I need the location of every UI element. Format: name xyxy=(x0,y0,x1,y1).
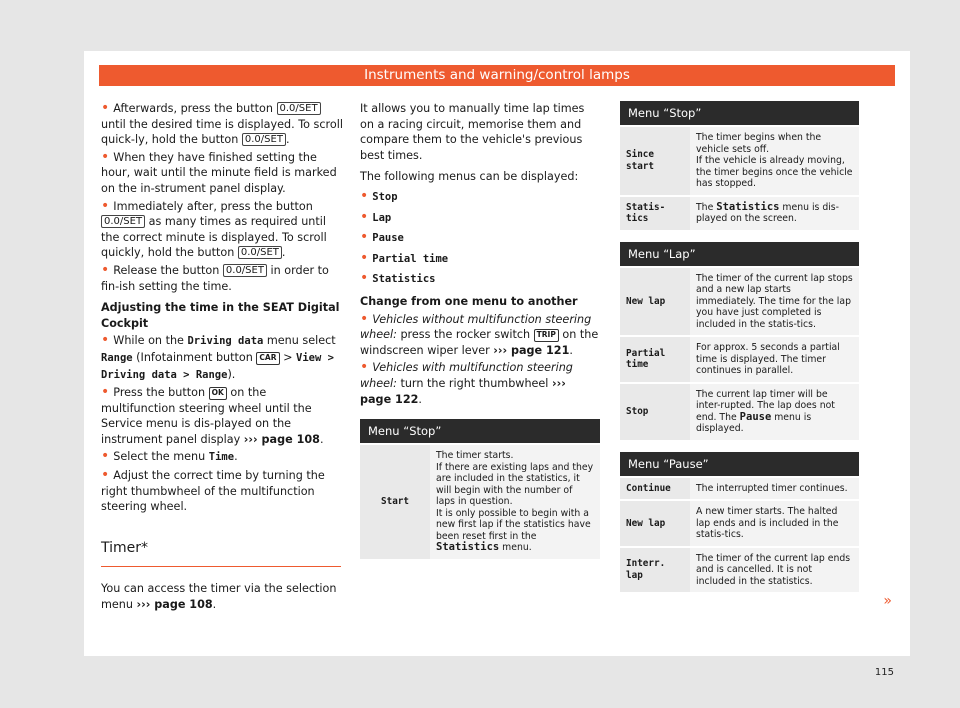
change-with-mfsw: • Vehicles with multifunction steering wheel: turn the right thumbwheel ››› page 122. xyxy=(360,359,573,406)
continue-marker: » xyxy=(883,593,892,609)
manual-page xyxy=(84,51,910,678)
step-minute: • Immediately after, press the button 0.0/SET as many times as required until the correct minute is displayed. To scroll quickly, hold the button 0.0/SET . xyxy=(101,197,327,260)
table-menu-stop xyxy=(620,101,859,230)
table-title: Menu “Stop” xyxy=(620,101,859,125)
step-press-ok: • Press the button OK on the multifunction steering wheel until the Service menu is dis-played on the instrument panel display ››› page 108. xyxy=(101,384,324,446)
car-button-icon: CAR xyxy=(256,352,279,365)
page-link[interactable]: ››› page 121 xyxy=(493,343,570,357)
bullet-icon: • xyxy=(360,359,369,376)
change-without-mfsw: • Vehicles without multifunction steering wheel: press the rocker switch TRIP on the windscreen wiper lever ››› page 121. xyxy=(360,310,599,357)
list-item: • Stop xyxy=(360,187,398,204)
step-driving-data: • While on the Driving data menu select Range (Infotainment button CAR > View > Driving data > Range). xyxy=(101,332,336,381)
table-row: Start The timer starts. If there are existing laps and they are included in the statistics, it will begin with the number of laps in question. It is only possible to begin with a new first lap if the statistics have been reset first in the Statistics menu. xyxy=(360,444,600,559)
heading-seat-cockpit: Adjusting the time in the SEAT Digital Cockpit xyxy=(101,301,340,330)
page-link[interactable]: ››› page 108 xyxy=(243,432,320,446)
table-menu-lap xyxy=(620,242,859,440)
set-button-icon: 0.0/SET xyxy=(101,215,145,228)
timer-intro: You can access the timer via the selection menu ››› page 108. xyxy=(101,582,337,612)
page-link[interactable]: ››› page 108 xyxy=(136,598,213,612)
table-title: Menu “Pause” xyxy=(620,452,859,476)
table-row: Since start The timer begins when the vehicle sets off. If the vehicle is already moving, the timer begins once the vehicle has stopped. xyxy=(620,126,859,196)
table-menu-stop-start xyxy=(360,419,600,559)
trip-button-icon: TRIP xyxy=(534,329,559,342)
bullet-icon: • xyxy=(101,467,110,484)
section-title-timer: Timer* xyxy=(101,541,341,568)
step-hour-set: • When they have finished setting the hour, wait until the minute field is marked on the in-strument panel display. xyxy=(101,148,337,195)
set-button-icon: 0.0/SET xyxy=(242,133,286,146)
bullet-icon: • xyxy=(101,261,110,278)
page-link[interactable]: ››› page 122 xyxy=(360,376,566,406)
list-item: • Lap xyxy=(360,208,392,225)
column-left xyxy=(101,101,343,615)
page-header: Instruments and warning/control lamps xyxy=(99,65,895,86)
set-button-icon: 0.0/SET xyxy=(277,102,321,115)
table-title: Menu “Stop” xyxy=(360,419,600,443)
bullet-icon: • xyxy=(101,384,110,401)
menus-intro: The following menus can be displayed: xyxy=(360,170,579,184)
list-item: • Pause xyxy=(360,229,404,246)
step-release: • Release the button 0.0/SET in order to fin-ish setting the time. xyxy=(101,261,329,293)
table-row: Partial time For approx. 5 seconds a partial time is displayed. The timer continues in parallel. xyxy=(620,336,859,383)
column-right xyxy=(620,101,859,604)
page-number: 115 xyxy=(874,667,894,678)
set-button-icon: 0.0/SET xyxy=(223,264,267,277)
heading-change-menu: Change from one menu to another xyxy=(360,294,578,308)
table-title: Menu “Lap” xyxy=(620,242,859,266)
menu-list xyxy=(360,189,600,288)
bullet-icon: • xyxy=(101,332,110,349)
step-adjust: • Adjust the correct time by turning the right thumbwheel of the multifunction steering wheel. xyxy=(101,467,325,514)
table-row: New lap The timer of the current lap stops and a new lap starts immediately. The time for the lap you have just completed is included in the statis-tics. xyxy=(620,267,859,337)
bullet-icon: • xyxy=(360,310,369,327)
bullet-icon: • xyxy=(101,448,110,465)
step-select-time: • Select the menu Time. xyxy=(101,448,238,465)
table-row: Continue The interrupted timer continues. xyxy=(620,477,859,501)
column-middle xyxy=(360,101,600,571)
list-item: • Statistics xyxy=(360,270,436,287)
timer-description: It allows you to manually time lap times on a racing circuit, memorise them and compare them to the vehicle's previous best times. xyxy=(360,102,585,162)
table-row: Statis-tics The Statistics menu is dis-played on the screen. xyxy=(620,196,859,230)
bullet-icon: • xyxy=(101,148,110,165)
bullet-icon: • xyxy=(101,100,110,116)
list-item: • Partial time xyxy=(360,249,449,266)
table-menu-pause xyxy=(620,452,859,593)
ok-button-icon: OK xyxy=(209,387,227,400)
step-afterwards: • Afterwards, press the button 0.0/SET until the desired time is displayed. To scroll quick-ly, hold the button 0.0/SET . xyxy=(101,100,343,147)
table-row: Stop The current lap timer will be inter-rupted. The lap does not end. The Pause menu is displayed. xyxy=(620,383,859,440)
table-row: Interr. lap The timer of the current lap ends and is cancelled. It is not included in the statistics. xyxy=(620,547,859,593)
table-row: New lap A new timer starts. The halted lap ends and is included in the statis-tics. xyxy=(620,500,859,547)
set-button-icon: 0.0/SET xyxy=(238,246,282,259)
bullet-icon: • xyxy=(101,197,110,214)
